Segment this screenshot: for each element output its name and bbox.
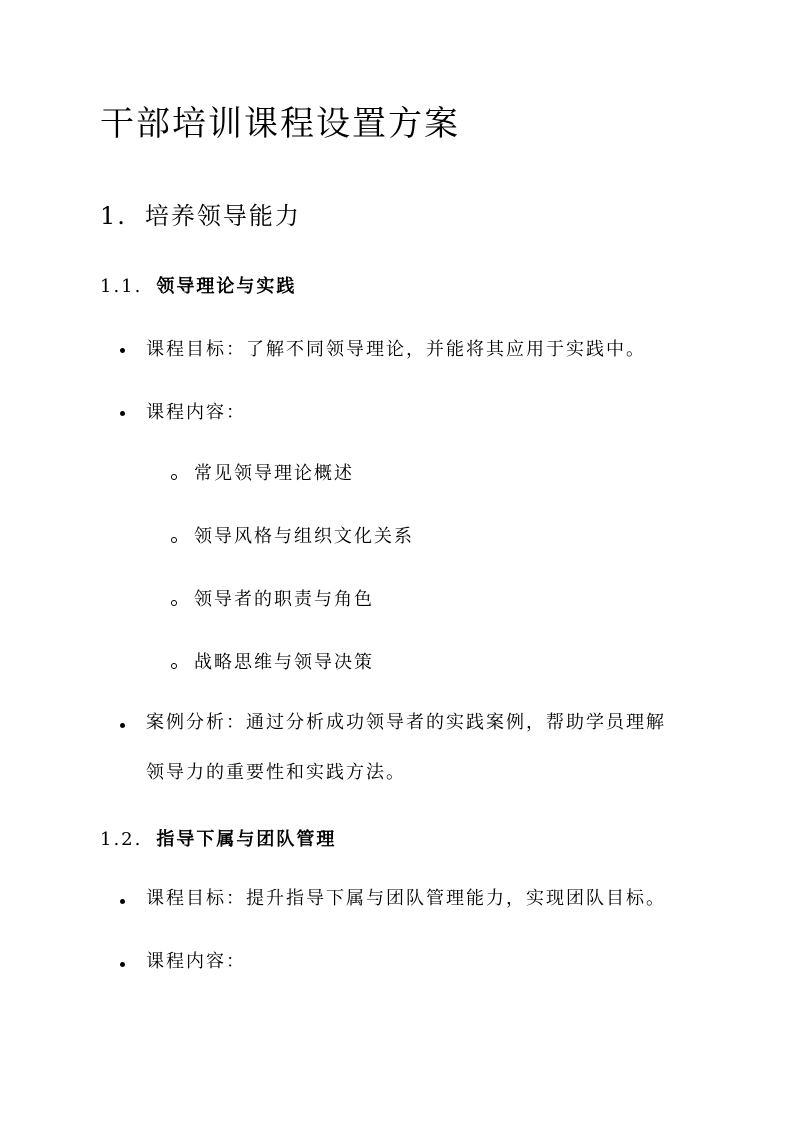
document-title: 干部培训课程设置方案 [100, 104, 460, 144]
bullet-dot [120, 348, 125, 353]
content-item: 常见领导理论概述 [194, 463, 354, 484]
subsection-1-2-number: 1.2. [100, 829, 143, 850]
case-analysis-line-1: 案例分析：通过分析成功领导者的实践案例，帮助学员理解 [146, 712, 666, 733]
bullet-dot [120, 899, 125, 904]
section-1-title: 培养领导能力 [144, 202, 301, 230]
section-1-number: 1. [100, 202, 127, 230]
course-goal-1-2: 课程目标：提升指导下属与团队管理能力，实现团队目标。 [146, 888, 666, 909]
course-goal-1-1: 课程目标：了解不同领导理论，并能将其应用于实践中。 [146, 339, 646, 360]
content-item: 领导风格与组织文化关系 [194, 526, 414, 547]
subsection-1-1-number: 1.1. [100, 276, 143, 297]
content-item: 领导者的职责与角色 [194, 589, 374, 610]
content-item: 战略思维与领导决策 [194, 652, 374, 673]
subsection-1-1-title: 领导理论与实践 [156, 276, 297, 297]
section-1-heading [100, 196, 301, 231]
sub-bullet-circle [171, 663, 177, 669]
bullet-dot [120, 962, 125, 967]
course-content-label-1-1: 课程内容： [146, 402, 246, 423]
sub-bullet-circle [171, 600, 177, 606]
case-analysis-line-2: 领导力的重要性和实践方法。 [146, 762, 406, 783]
subsection-1-1-heading [100, 272, 296, 298]
sub-bullet-circle [171, 537, 177, 543]
subsection-1-2-heading [100, 825, 336, 851]
bullet-dot [120, 723, 125, 728]
subsection-1-2-title: 指导下属与团队管理 [156, 829, 337, 850]
course-content-label-1-2: 课程内容： [146, 951, 246, 972]
sub-bullet-circle [171, 474, 177, 480]
bullet-dot [120, 411, 125, 416]
